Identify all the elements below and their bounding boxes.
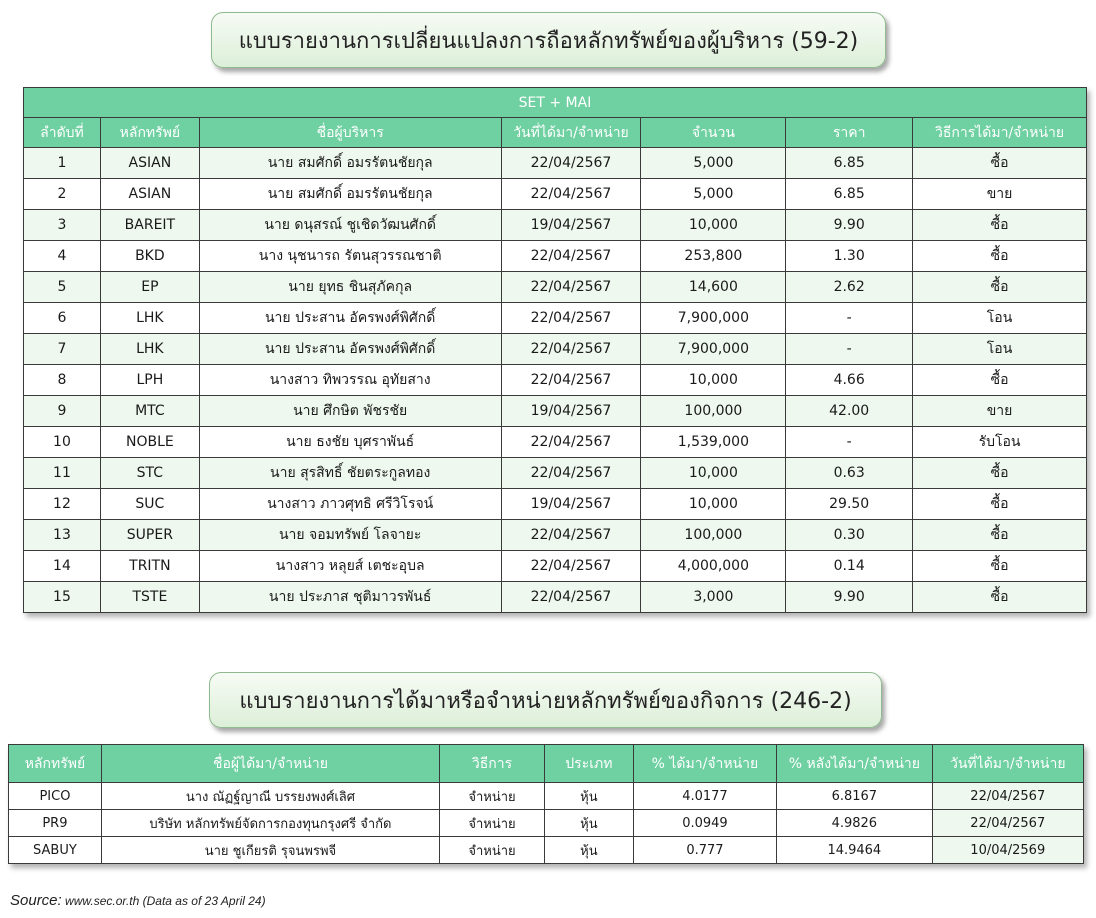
title-executive-report: แบบรายงานการเปลี่ยนแปลงการถือหลักทรัพย์ของผู้บริหาร (59-2) bbox=[211, 12, 886, 68]
column-header: วันที่ได้มา/จำหน่าย bbox=[932, 745, 1083, 783]
table-group-header: SET + MAI bbox=[24, 88, 1087, 118]
table-cell: ซื้อ bbox=[913, 148, 1087, 179]
column-header: % หลังได้มา/จำหน่าย bbox=[777, 745, 932, 783]
table-row bbox=[9, 837, 1084, 864]
table-cell: TRITN bbox=[100, 551, 199, 582]
table-cell: รับโอน bbox=[913, 427, 1087, 458]
table-cell: NOBLE bbox=[100, 427, 199, 458]
table-cell: ซื้อ bbox=[913, 458, 1087, 489]
table-cell: 10,000 bbox=[641, 489, 786, 520]
table-cell: 100,000 bbox=[641, 520, 786, 551]
table-cell: 0.14 bbox=[786, 551, 913, 582]
table-cell: LHK bbox=[100, 334, 199, 365]
table-row bbox=[24, 334, 1087, 365]
table-row bbox=[24, 210, 1087, 241]
table-header-row bbox=[24, 118, 1087, 148]
table-cell: 7,900,000 bbox=[641, 303, 786, 334]
table-cell: 22/04/2567 bbox=[501, 303, 641, 334]
table-cell: จำหน่าย bbox=[440, 837, 545, 864]
table-cell: SABUY bbox=[9, 837, 102, 864]
table-cell: 2.62 bbox=[786, 272, 913, 303]
table-cell: หุ้น bbox=[544, 810, 633, 837]
table-cell: - bbox=[786, 427, 913, 458]
table-cell: โอน bbox=[913, 334, 1087, 365]
table-cell: ขาย bbox=[913, 396, 1087, 427]
table-cell: 9.90 bbox=[786, 210, 913, 241]
table-cell: 2 bbox=[24, 179, 101, 210]
source-label: Source: bbox=[10, 892, 62, 909]
table-cell: 10,000 bbox=[641, 365, 786, 396]
title-company-report: แบบรายงานการได้มาหรือจำหน่ายหลักทรัพย์ของกิจการ (246-2) bbox=[209, 672, 882, 728]
table-cell: 22/04/2567 bbox=[932, 783, 1083, 810]
column-header: ราคา bbox=[786, 118, 913, 148]
table-cell: 22/04/2567 bbox=[501, 365, 641, 396]
table-cell: ซื้อ bbox=[913, 551, 1087, 582]
table-cell: ซื้อ bbox=[913, 520, 1087, 551]
table-cell: 13 bbox=[24, 520, 101, 551]
table-cell: นาย ศึกษิต พัชรชัย bbox=[199, 396, 501, 427]
executive-holdings-table bbox=[23, 87, 1087, 613]
source-text: www.sec.or.th (Data as of 23 April 24) bbox=[65, 894, 266, 908]
column-header: ประเภท bbox=[544, 745, 633, 783]
column-header: % ได้มา/จำหน่าย bbox=[633, 745, 776, 783]
table-cell: หุ้น bbox=[544, 783, 633, 810]
column-header: ชื่อผู้ได้มา/จำหน่าย bbox=[101, 745, 439, 783]
column-header: จำนวน bbox=[641, 118, 786, 148]
table-cell: 15 bbox=[24, 582, 101, 613]
table-cell: 22/04/2567 bbox=[501, 241, 641, 272]
table-cell: 6.85 bbox=[786, 148, 913, 179]
table-row bbox=[24, 427, 1087, 458]
table-cell: นาย สมศักดิ์ อมรรัตนชัยกุล bbox=[199, 148, 501, 179]
column-header: ลำดับที่ bbox=[24, 118, 101, 148]
table-cell: ซื้อ bbox=[913, 582, 1087, 613]
table-row bbox=[24, 520, 1087, 551]
table-row bbox=[24, 303, 1087, 334]
table-cell: 19/04/2567 bbox=[501, 210, 641, 241]
table-cell: 5 bbox=[24, 272, 101, 303]
table-cell: 4 bbox=[24, 241, 101, 272]
table-cell: 10/04/2569 bbox=[932, 837, 1083, 864]
table-cell: 3 bbox=[24, 210, 101, 241]
table-cell: PICO bbox=[9, 783, 102, 810]
table-cell: 22/04/2567 bbox=[501, 520, 641, 551]
table-cell: 5,000 bbox=[641, 179, 786, 210]
table-cell: 19/04/2567 bbox=[501, 489, 641, 520]
table-cell: 10,000 bbox=[641, 210, 786, 241]
company-acquisition-table bbox=[8, 744, 1084, 864]
table-cell: ซื้อ bbox=[913, 489, 1087, 520]
table-cell: 22/04/2567 bbox=[501, 551, 641, 582]
table-header-row bbox=[9, 745, 1084, 783]
table-cell: 0.30 bbox=[786, 520, 913, 551]
table-cell: จำหน่าย bbox=[440, 783, 545, 810]
table-cell: TSTE bbox=[100, 582, 199, 613]
table-cell: นาย ประภาส ชุติมาวรพันธ์ bbox=[199, 582, 501, 613]
table-cell: นาย ประสาน อัครพงศ์พิศักดิ์ bbox=[199, 303, 501, 334]
table-cell: นาย ดนุสรณ์ ชูเชิดวัฒนศักดิ์ bbox=[199, 210, 501, 241]
column-header: หลักทรัพย์ bbox=[100, 118, 199, 148]
table-cell: นาย ธงชัย บุศราพันธ์ bbox=[199, 427, 501, 458]
table-cell: PR9 bbox=[9, 810, 102, 837]
table-cell: 6.8167 bbox=[777, 783, 932, 810]
table-cell: โอน bbox=[913, 303, 1087, 334]
table-cell: 0.0949 bbox=[633, 810, 776, 837]
table-cell: 6 bbox=[24, 303, 101, 334]
table-cell: 22/04/2567 bbox=[501, 179, 641, 210]
table-cell: MTC bbox=[100, 396, 199, 427]
table-cell: - bbox=[786, 334, 913, 365]
table-cell: นาย ประสาน อัครพงศ์พิศักดิ์ bbox=[199, 334, 501, 365]
table-cell: นาย จอมทรัพย์ โลจายะ bbox=[199, 520, 501, 551]
column-header: หลักทรัพย์ bbox=[9, 745, 102, 783]
table-cell: 22/04/2567 bbox=[501, 334, 641, 365]
table-cell: ซื้อ bbox=[913, 365, 1087, 396]
table-row bbox=[9, 810, 1084, 837]
table-cell: SUC bbox=[100, 489, 199, 520]
table-cell: BAREIT bbox=[100, 210, 199, 241]
table-cell: ซื้อ bbox=[913, 272, 1087, 303]
table-cell: 14.9464 bbox=[777, 837, 932, 864]
table-row bbox=[24, 272, 1087, 303]
table-cell: 22/04/2567 bbox=[932, 810, 1083, 837]
table-cell: 4.9826 bbox=[777, 810, 932, 837]
table-row bbox=[24, 179, 1087, 210]
table-row bbox=[24, 582, 1087, 613]
table-cell: นางสาว ทิพวรรณ อุทัยสาง bbox=[199, 365, 501, 396]
table-cell: 4.0177 bbox=[633, 783, 776, 810]
table-cell: 29.50 bbox=[786, 489, 913, 520]
table-row bbox=[24, 458, 1087, 489]
table-row bbox=[9, 783, 1084, 810]
table-cell: นาย สุรสิทธิ์ ชัยตระกูลทอง bbox=[199, 458, 501, 489]
table-row bbox=[24, 551, 1087, 582]
table-row bbox=[24, 365, 1087, 396]
table-cell: 7 bbox=[24, 334, 101, 365]
table-cell: 10 bbox=[24, 427, 101, 458]
table-cell: 4.66 bbox=[786, 365, 913, 396]
table-cell: 42.00 bbox=[786, 396, 913, 427]
column-header: วิธีการได้มา/จำหน่าย bbox=[913, 118, 1087, 148]
table-cell: EP bbox=[100, 272, 199, 303]
table-cell: ASIAN bbox=[100, 179, 199, 210]
table-cell: นาง ณัฏฐ์ญาณี บรรยงพงศ์เลิศ bbox=[101, 783, 439, 810]
table-cell: ซื้อ bbox=[913, 241, 1087, 272]
column-header: วันที่ได้มา/จำหน่าย bbox=[501, 118, 641, 148]
table-cell: 4,000,000 bbox=[641, 551, 786, 582]
table-cell: 22/04/2567 bbox=[501, 427, 641, 458]
table-cell: - bbox=[786, 303, 913, 334]
column-header: วิธีการ bbox=[440, 745, 545, 783]
source-note bbox=[10, 892, 266, 909]
table-cell: นาย ชูเกียรติ รุจนพรพจี bbox=[101, 837, 439, 864]
table-cell: 1,539,000 bbox=[641, 427, 786, 458]
table-cell: 14 bbox=[24, 551, 101, 582]
table-cell: 22/04/2567 bbox=[501, 458, 641, 489]
table-cell: 19/04/2567 bbox=[501, 396, 641, 427]
table-cell: 8 bbox=[24, 365, 101, 396]
table-row bbox=[24, 241, 1087, 272]
table-cell: 22/04/2567 bbox=[501, 272, 641, 303]
table-cell: LHK bbox=[100, 303, 199, 334]
table-cell: จำหน่าย bbox=[440, 810, 545, 837]
table-cell: 22/04/2567 bbox=[501, 582, 641, 613]
table-cell: 1.30 bbox=[786, 241, 913, 272]
table-cell: SUPER bbox=[100, 520, 199, 551]
table-cell: นางสาว หลุยส์ เตชะอุบล bbox=[199, 551, 501, 582]
table-cell: 14,600 bbox=[641, 272, 786, 303]
table-cell: บริษัท หลักทรัพย์จัดการกองทุนกรุงศรี จำกัด bbox=[101, 810, 439, 837]
table-cell: 1 bbox=[24, 148, 101, 179]
table-cell: 100,000 bbox=[641, 396, 786, 427]
table-cell: 0.63 bbox=[786, 458, 913, 489]
table-cell: นาย ยุทธ ชินสุภัคกุล bbox=[199, 272, 501, 303]
table-cell: 253,800 bbox=[641, 241, 786, 272]
table-cell: ซื้อ bbox=[913, 210, 1087, 241]
table-cell: 9.90 bbox=[786, 582, 913, 613]
table-cell: ASIAN bbox=[100, 148, 199, 179]
table-cell: 11 bbox=[24, 458, 101, 489]
table-cell: นาง นุชนารถ รัตนสุวรรณชาติ bbox=[199, 241, 501, 272]
table-cell: 7,900,000 bbox=[641, 334, 786, 365]
table-cell: BKD bbox=[100, 241, 199, 272]
table-row bbox=[24, 148, 1087, 179]
table-cell: หุ้น bbox=[544, 837, 633, 864]
table-cell: 9 bbox=[24, 396, 101, 427]
table-cell: 6.85 bbox=[786, 179, 913, 210]
table-row bbox=[24, 396, 1087, 427]
table-cell: 22/04/2567 bbox=[501, 148, 641, 179]
table-cell: 0.777 bbox=[633, 837, 776, 864]
table-cell: 3,000 bbox=[641, 582, 786, 613]
table-cell: STC bbox=[100, 458, 199, 489]
table-cell: นางสาว ภาวศุทธิ ศรีวิโรจน์ bbox=[199, 489, 501, 520]
table-cell: ขาย bbox=[913, 179, 1087, 210]
table-cell: 12 bbox=[24, 489, 101, 520]
table-cell: 5,000 bbox=[641, 148, 786, 179]
table-row bbox=[24, 489, 1087, 520]
column-header: ชื่อผู้บริหาร bbox=[199, 118, 501, 148]
table-cell: 10,000 bbox=[641, 458, 786, 489]
table-cell: LPH bbox=[100, 365, 199, 396]
table-cell: นาย สมศักดิ์ อมรรัตนชัยกุล bbox=[199, 179, 501, 210]
